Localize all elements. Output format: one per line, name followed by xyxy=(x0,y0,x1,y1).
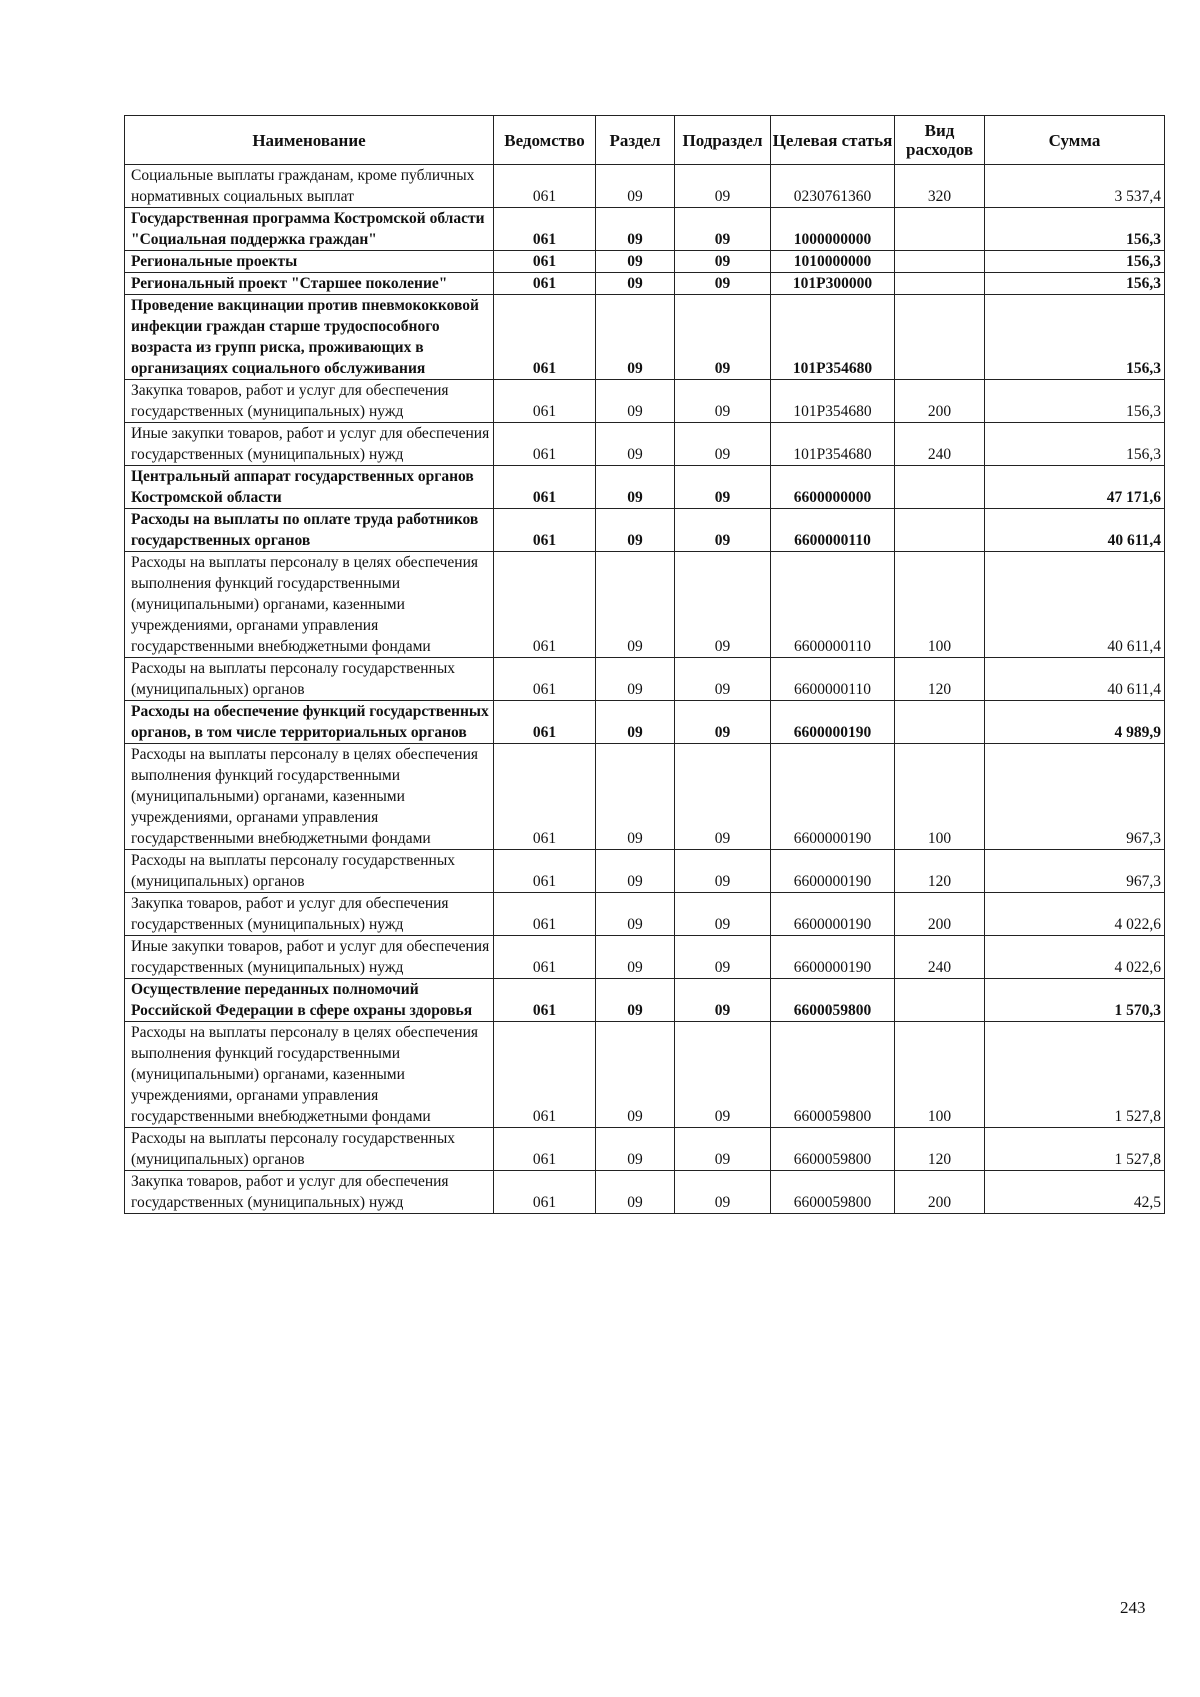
cell-target: 6600059800 xyxy=(771,1128,895,1171)
cell-subsection: 09 xyxy=(675,552,771,658)
cell-name: Расходы на выплаты персоналу в целях обеспечения выполнения функций государственными (муниципальными) органами, казенными учреждениями, органами управления государственными внебюджетными фондами xyxy=(125,744,494,850)
cell-name: Государственная программа Костромской области "Социальная поддержка граждан" xyxy=(125,208,494,251)
cell-exptype xyxy=(895,208,985,251)
table-row xyxy=(125,936,1165,979)
cell-subsection: 09 xyxy=(675,251,771,273)
cell-sum: 156,3 xyxy=(985,295,1165,380)
table-row xyxy=(125,380,1165,423)
table-row xyxy=(125,552,1165,658)
cell-target: 1000000000 xyxy=(771,208,895,251)
cell-name: Региональные проекты xyxy=(125,251,494,273)
table-row xyxy=(125,208,1165,251)
table-row xyxy=(125,893,1165,936)
cell-name: Расходы на выплаты персоналу государственных (муниципальных) органов xyxy=(125,1128,494,1171)
cell-name: Иные закупки товаров, работ и услуг для обеспечения государственных (муниципальных) нужд xyxy=(125,936,494,979)
cell-sum: 3 537,4 xyxy=(985,165,1165,208)
cell-name: Социальные выплаты гражданам, кроме публичных нормативных социальных выплат xyxy=(125,165,494,208)
cell-sum: 42,5 xyxy=(985,1171,1165,1214)
cell-dept: 061 xyxy=(494,979,596,1022)
cell-exptype: 200 xyxy=(895,1171,985,1214)
cell-target: 101P354680 xyxy=(771,423,895,466)
cell-exptype: 120 xyxy=(895,658,985,701)
table-row xyxy=(125,295,1165,380)
table-row xyxy=(125,423,1165,466)
cell-section: 09 xyxy=(596,380,675,423)
cell-target: 6600000190 xyxy=(771,893,895,936)
table-body xyxy=(125,165,1165,1214)
cell-sum: 40 611,4 xyxy=(985,658,1165,701)
cell-section: 09 xyxy=(596,1022,675,1128)
cell-exptype: 100 xyxy=(895,552,985,658)
cell-dept: 061 xyxy=(494,552,596,658)
cell-name: Закупка товаров, работ и услуг для обеспечения государственных (муниципальных) нужд xyxy=(125,1171,494,1214)
cell-target: 6600000190 xyxy=(771,936,895,979)
cell-section: 09 xyxy=(596,850,675,893)
cell-exptype xyxy=(895,295,985,380)
table-row xyxy=(125,744,1165,850)
header-subsection: Подраздел xyxy=(675,116,771,165)
cell-section: 09 xyxy=(596,701,675,744)
cell-target: 1010000000 xyxy=(771,251,895,273)
cell-subsection: 09 xyxy=(675,423,771,466)
cell-dept: 061 xyxy=(494,1022,596,1128)
cell-name: Иные закупки товаров, работ и услуг для обеспечения государственных (муниципальных) нужд xyxy=(125,423,494,466)
cell-target: 6600000110 xyxy=(771,552,895,658)
table-row xyxy=(125,701,1165,744)
header-name: Наименование xyxy=(125,116,494,165)
cell-sum: 156,3 xyxy=(985,208,1165,251)
cell-subsection: 09 xyxy=(675,850,771,893)
cell-subsection: 09 xyxy=(675,509,771,552)
cell-subsection: 09 xyxy=(675,936,771,979)
cell-section: 09 xyxy=(596,466,675,509)
table-row xyxy=(125,1171,1165,1214)
table-row xyxy=(125,509,1165,552)
cell-section: 09 xyxy=(596,423,675,466)
table-row xyxy=(125,979,1165,1022)
cell-target: 6600000190 xyxy=(771,744,895,850)
cell-sum: 47 171,6 xyxy=(985,466,1165,509)
cell-subsection: 09 xyxy=(675,165,771,208)
cell-name: Расходы на выплаты персоналу в целях обеспечения выполнения функций государственными (муниципальными) органами, казенными учреждениями, органами управления государственными внебюджетными фондами xyxy=(125,552,494,658)
cell-dept: 061 xyxy=(494,165,596,208)
cell-subsection: 09 xyxy=(675,466,771,509)
cell-dept: 061 xyxy=(494,658,596,701)
cell-sum: 1 570,3 xyxy=(985,979,1165,1022)
cell-dept: 061 xyxy=(494,423,596,466)
cell-dept: 061 xyxy=(494,1171,596,1214)
table-row xyxy=(125,165,1165,208)
cell-subsection: 09 xyxy=(675,295,771,380)
cell-exptype: 240 xyxy=(895,423,985,466)
cell-dept: 061 xyxy=(494,509,596,552)
cell-sum: 156,3 xyxy=(985,380,1165,423)
cell-sum: 40 611,4 xyxy=(985,509,1165,552)
cell-exptype: 200 xyxy=(895,380,985,423)
cell-subsection: 09 xyxy=(675,744,771,850)
cell-sum: 967,3 xyxy=(985,850,1165,893)
cell-target: 6600000190 xyxy=(771,701,895,744)
cell-subsection: 09 xyxy=(675,380,771,423)
cell-target: 101P354680 xyxy=(771,380,895,423)
cell-dept: 061 xyxy=(494,466,596,509)
cell-dept: 061 xyxy=(494,251,596,273)
cell-subsection: 09 xyxy=(675,701,771,744)
cell-section: 09 xyxy=(596,979,675,1022)
cell-section: 09 xyxy=(596,936,675,979)
cell-exptype xyxy=(895,251,985,273)
page-number: 243 xyxy=(1120,1598,1146,1617)
header-row xyxy=(125,116,1165,165)
cell-subsection: 09 xyxy=(675,1022,771,1128)
cell-section: 09 xyxy=(596,744,675,850)
cell-name: Закупка товаров, работ и услуг для обеспечения государственных (муниципальных) нужд xyxy=(125,893,494,936)
cell-section: 09 xyxy=(596,273,675,295)
cell-section: 09 xyxy=(596,165,675,208)
cell-name: Расходы на выплаты по оплате труда работников государственных органов xyxy=(125,509,494,552)
cell-target: 0230761360 xyxy=(771,165,895,208)
cell-sum: 4 989,9 xyxy=(985,701,1165,744)
cell-subsection: 09 xyxy=(675,1128,771,1171)
cell-subsection: 09 xyxy=(675,1171,771,1214)
cell-exptype xyxy=(895,701,985,744)
cell-sum: 967,3 xyxy=(985,744,1165,850)
cell-target: 6600000110 xyxy=(771,658,895,701)
table-row xyxy=(125,658,1165,701)
cell-dept: 061 xyxy=(494,701,596,744)
cell-target: 6600059800 xyxy=(771,979,895,1022)
header-dept: Ведомство xyxy=(494,116,596,165)
cell-dept: 061 xyxy=(494,208,596,251)
cell-name: Расходы на выплаты персоналу государственных (муниципальных) органов xyxy=(125,850,494,893)
cell-exptype xyxy=(895,979,985,1022)
cell-dept: 061 xyxy=(494,273,596,295)
cell-exptype: 100 xyxy=(895,1022,985,1128)
cell-subsection: 09 xyxy=(675,208,771,251)
cell-section: 09 xyxy=(596,251,675,273)
cell-sum: 4 022,6 xyxy=(985,936,1165,979)
cell-name: Расходы на выплаты персоналу государственных (муниципальных) органов xyxy=(125,658,494,701)
cell-name: Осуществление переданных полномочий Российской Федерации в сфере охраны здоровья xyxy=(125,979,494,1022)
table-row xyxy=(125,850,1165,893)
cell-subsection: 09 xyxy=(675,979,771,1022)
cell-dept: 061 xyxy=(494,893,596,936)
cell-section: 09 xyxy=(596,658,675,701)
cell-name: Расходы на выплаты персоналу в целях обеспечения выполнения функций государственными (муниципальными) органами, казенными учреждениями, органами управления государственными внебюджетными фондами xyxy=(125,1022,494,1128)
cell-exptype xyxy=(895,509,985,552)
cell-exptype: 120 xyxy=(895,1128,985,1171)
cell-sum: 156,3 xyxy=(985,251,1165,273)
cell-section: 09 xyxy=(596,1128,675,1171)
cell-sum: 40 611,4 xyxy=(985,552,1165,658)
cell-section: 09 xyxy=(596,208,675,251)
cell-subsection: 09 xyxy=(675,893,771,936)
cell-sum: 156,3 xyxy=(985,423,1165,466)
cell-dept: 061 xyxy=(494,850,596,893)
table-row xyxy=(125,1022,1165,1128)
cell-name: Региональный проект "Старшее поколение" xyxy=(125,273,494,295)
cell-target: 101P300000 xyxy=(771,273,895,295)
header-exptype: Вид расходов xyxy=(895,116,985,165)
cell-subsection: 09 xyxy=(675,273,771,295)
cell-section: 09 xyxy=(596,893,675,936)
cell-exptype: 320 xyxy=(895,165,985,208)
cell-name: Центральный аппарат государственных органов Костромской области xyxy=(125,466,494,509)
table-row xyxy=(125,273,1165,295)
header-section: Раздел xyxy=(596,116,675,165)
table-row xyxy=(125,251,1165,273)
header-target: Целевая статья xyxy=(771,116,895,165)
cell-target: 6600000000 xyxy=(771,466,895,509)
header-sum: Сумма xyxy=(985,116,1165,165)
cell-sum: 1 527,8 xyxy=(985,1022,1165,1128)
cell-target: 6600000110 xyxy=(771,509,895,552)
cell-subsection: 09 xyxy=(675,658,771,701)
cell-exptype xyxy=(895,466,985,509)
cell-section: 09 xyxy=(596,552,675,658)
cell-target: 6600059800 xyxy=(771,1171,895,1214)
cell-sum: 4 022,6 xyxy=(985,893,1165,936)
cell-target: 6600059800 xyxy=(771,1022,895,1128)
cell-dept: 061 xyxy=(494,380,596,423)
cell-exptype: 200 xyxy=(895,893,985,936)
cell-target: 6600000190 xyxy=(771,850,895,893)
cell-section: 09 xyxy=(596,1171,675,1214)
cell-section: 09 xyxy=(596,509,675,552)
cell-section: 09 xyxy=(596,295,675,380)
cell-dept: 061 xyxy=(494,744,596,850)
cell-name: Закупка товаров, работ и услуг для обеспечения государственных (муниципальных) нужд xyxy=(125,380,494,423)
cell-name: Расходы на обеспечение функций государственных органов, в том числе территориальных органов xyxy=(125,701,494,744)
cell-target: 101P354680 xyxy=(771,295,895,380)
table-row xyxy=(125,1128,1165,1171)
cell-dept: 061 xyxy=(494,295,596,380)
cell-exptype: 240 xyxy=(895,936,985,979)
cell-dept: 061 xyxy=(494,936,596,979)
cell-exptype: 120 xyxy=(895,850,985,893)
cell-exptype: 100 xyxy=(895,744,985,850)
cell-sum: 156,3 xyxy=(985,273,1165,295)
cell-sum: 1 527,8 xyxy=(985,1128,1165,1171)
cell-name: Проведение вакцинации против пневмококковой инфекции граждан старше трудоспособного возраста из групп риска, проживающих в организациях социального обслуживания xyxy=(125,295,494,380)
cell-dept: 061 xyxy=(494,1128,596,1171)
budget-table xyxy=(124,115,1165,1214)
table-row xyxy=(125,466,1165,509)
cell-exptype xyxy=(895,273,985,295)
